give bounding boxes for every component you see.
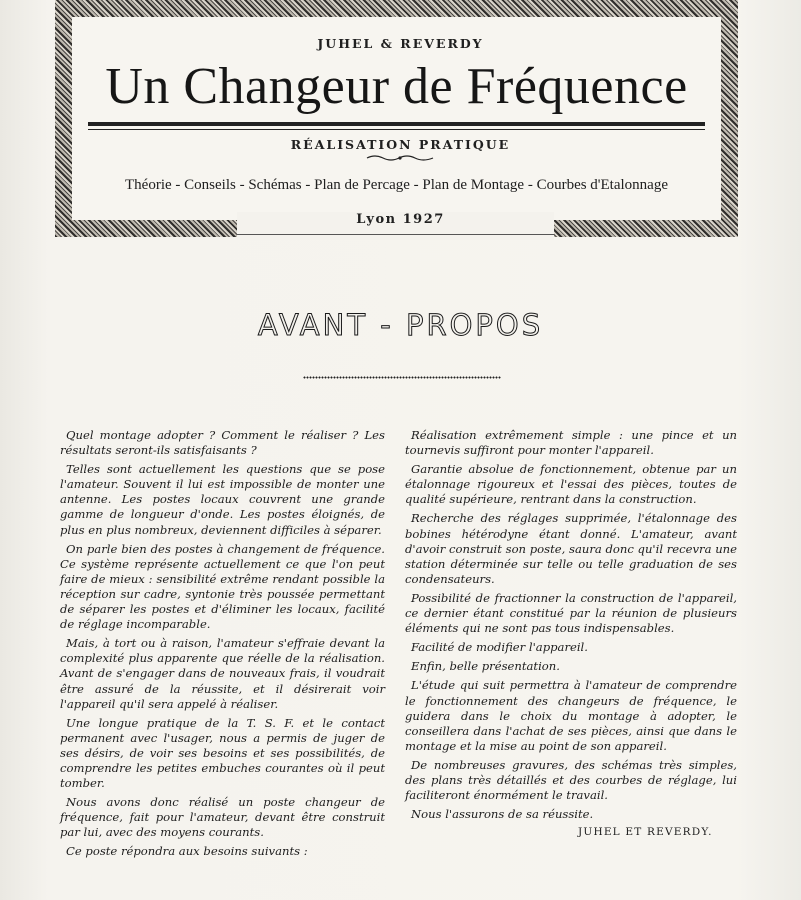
right-column [405, 428, 737, 826]
dotted-rule [303, 376, 501, 379]
paragraph: Facilité de modifier l'appareil. [411, 640, 588, 655]
paragraph: Telles sont actuellement les questions que se pose l'amateur. Souvent il lui est impossible de monter une antenne. Les postes locaux couvrent une grande gamme de longueur d'onde. Les postes éloignés, de plus en plus nombreux, deviennent difficiles à séparer. [60, 462, 385, 537]
paragraph: L'étude qui suit permettra à l'amateur de comprendre le fonctionnement des changeurs de fréquence, le guidera dans le choix du montage à adopter, le conseillera dans l'achat de ses pièces, ainsi que dans le montage et la mise au point de son appareil. [405, 678, 737, 753]
document-title: Un Changeur de Fréquence [105, 58, 688, 115]
paragraph: Quel montage adopter ? Comment le réaliser ? Les résultats seront-ils satisfaisants ? [60, 428, 385, 458]
section-heading: AVANT - PROPOS [257, 308, 544, 342]
title-rule-thin [88, 129, 705, 130]
paragraph: Nous avons donc réalisé un poste changeur de fréquence, fait pour l'amateur, devant être construit par lui, avec des moyens courants. [60, 795, 385, 840]
contents-line: Théorie - Conseils - Schémas - Plan de Percage - Plan de Montage - Courbes d'Etalonnage [125, 177, 668, 193]
publisher-name: JUHEL & REVERDY [317, 36, 484, 51]
paragraph: Recherche des réglages supprimée, l'étalonnage des bobines hétérodyne étant donné. L'amateur, avant d'avoir construit son poste, saura donc qu'il recevra une station déterminée sur telle ou telle graduation de ses condensateurs. [405, 511, 737, 586]
paragraph: Une longue pratique de la T. S. F. et le contact permanent avec l'usager, nous a permis de juger de ses désirs, de voir ses besoins et ses possibilités, de comprendre les petites embuches courantes où il peut tomber. [60, 715, 385, 791]
paragraph: Possibilité de fractionner la construction de l'appareil, ce dernier étant constitué par la réunion de plusieurs éléments qui ne sont pas tous indispensables. [405, 590, 737, 636]
border-gap-rule [237, 234, 554, 235]
paragraph: Mais, à tort ou à raison, l'amateur s'effraie devant la complexité plus apparente que réelle de la réalisation. Avant de s'engager dans de nouveaux frais, il voudrait être assuré de la réussite, et il désirerait voir l'appareil qu'il sera appelé à réaliser. [60, 636, 385, 711]
left-column [60, 428, 385, 864]
paragraph: De nombreuses gravures, des schémas très simples, des plans très détaillés et des courbes de réglage, lui faciliteront énormément le travail. [405, 757, 737, 803]
signature: JUHEL ET REVERDY. [578, 826, 713, 838]
paragraph: Réalisation extrêmement simple : une pince et un tournevis suffiront pour monter l'appareil. [405, 428, 737, 458]
place-date: Lyon 1927 [356, 212, 445, 227]
title-rule-thick [88, 122, 705, 126]
paragraph: Nous l'assurons de sa réussite. [411, 807, 594, 822]
flourish-ornament-icon [365, 154, 435, 162]
paragraph: Enfin, belle présentation. [411, 659, 560, 674]
paragraph: Garantie absolue de fonctionnement, obtenue par un étalonnage rigoureux et l'essai des pièces, toutes de qualité supérieure, rentrant dans la construction. [405, 462, 737, 507]
paragraph: On parle bien des postes à changement de fréquence. Ce système représente actuellement ce que l'on peut faire de mieux : sensibilité extrême rendant possible la réception sur cadre, syntonie très poussée permettant de séparer les postes et d'éliminer les locaux, facilité de réglage incomparable. [60, 541, 385, 632]
document-subtitle: RÉALISATION PRATIQUE [290, 137, 511, 152]
paragraph: Ce poste répondra aux besoins suivants : [66, 844, 308, 859]
